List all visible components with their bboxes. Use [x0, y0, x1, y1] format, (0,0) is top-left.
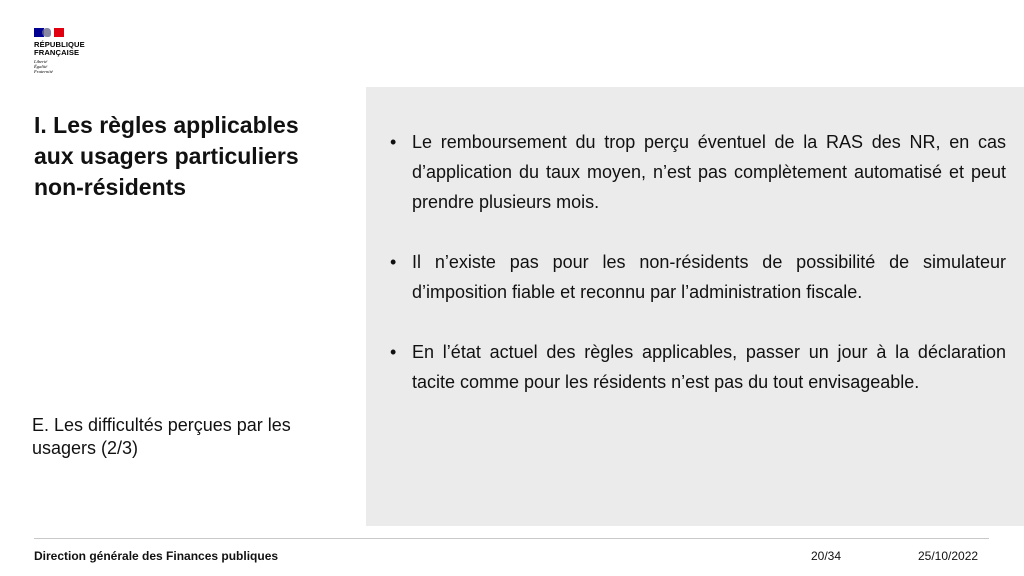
bullet-text: Il n’existe pas pour les non-résidents de possibilité de simulateur d’imposition fiable et reconnu par l’administration fiscale. — [412, 252, 1006, 302]
logo-motto-line3: Fraternité — [34, 69, 53, 74]
bullet-list — [388, 127, 1006, 427]
bullet-marker: • — [390, 252, 397, 272]
footer-page-number: 20/34 — [811, 549, 842, 563]
footer-organization: Direction générale des Finances publiques — [34, 549, 279, 563]
logo-title-line2: FRANÇAISE — [34, 48, 80, 57]
bullet-item — [388, 127, 1006, 217]
bullet-text: Le remboursement du trop perçu éventuel de la RAS des NR, en cas d’application du taux moyen, n’est pas complètement automatisé et peut prendre plusieurs mois. — [412, 132, 1006, 212]
bullet-text: En l’état actuel des règles applicables, passer un jour à la déclaration tacite comme pour les résidents n’est pas du tout envisageable. — [412, 342, 1006, 392]
bullet-marker: • — [390, 132, 397, 152]
content-panel — [366, 87, 1024, 526]
slide-title: I. Les règles applicables aux usagers particuliers non-résidents — [34, 112, 299, 200]
bullet-item — [388, 337, 1006, 397]
bullet-item — [388, 247, 1006, 307]
logo-title-line1: RÉPUBLIQUE — [34, 40, 85, 49]
logo-motto — [34, 59, 114, 74]
bullet-marker: • — [390, 342, 397, 362]
footer-divider — [34, 538, 989, 539]
logo-title — [34, 41, 114, 57]
footer-date: 25/10/2022 — [918, 549, 979, 563]
slide-subtitle: E. Les difficultés perçues par les usagers (2/3) — [32, 415, 291, 458]
logo-motto-line2: Égalité — [34, 64, 48, 69]
republique-francaise-logo — [34, 28, 114, 74]
logo-motto-line1: Liberté — [34, 59, 48, 64]
marianne-flag-icon — [34, 28, 64, 37]
